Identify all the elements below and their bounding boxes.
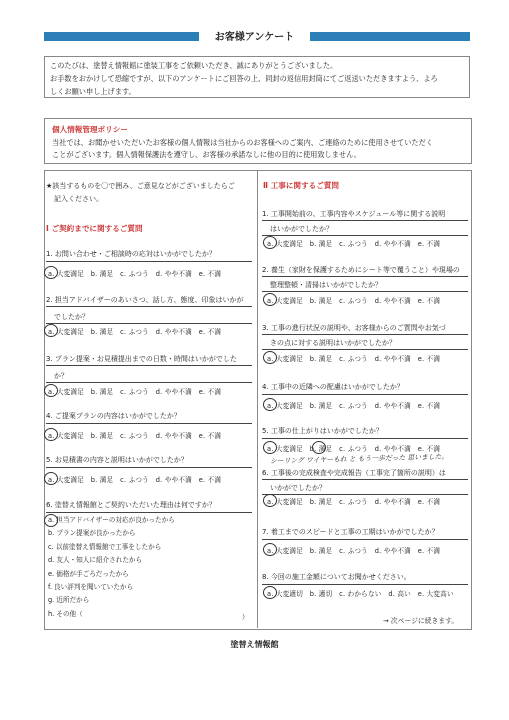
s1-q1-options[interactable]: a. 大変満足 b. 満足 c. ふつう d. やや不満 e. 不満 <box>48 270 222 278</box>
s1-q6-circle <box>44 514 58 527</box>
s2-question-7 <box>262 527 468 540</box>
s1-q3-text-b: か？ <box>46 371 252 383</box>
reason-f[interactable]: f. 良い評判を聞いていたから <box>48 583 134 592</box>
s2-q3-text-a: 3. 工事の進行状況の説明や、お客様からのご質問やお気づ <box>262 323 468 335</box>
s2-q1-options[interactable]: a. 大変満足 b. 満足 c. ふつう d. やや不満 e. 不満 <box>267 240 441 248</box>
s1-question-2 <box>46 295 252 324</box>
reason-e[interactable]: e. 価格が手ごろだったから <box>48 569 129 578</box>
reason-c[interactable]: c. 以前塗替え情報館で工事をしたから <box>48 542 162 551</box>
s2-q2-text-b: 整理整頓・清掃はいかがでしたか？ <box>262 280 468 292</box>
s1-q6-text: 6. 塗替え情報館とご契約いただいた理由は何ですか？ <box>46 500 252 513</box>
s2-q2-circle <box>263 293 277 306</box>
s1-q2-text-b: でしたか？ <box>46 312 252 324</box>
s2-q5-options[interactable]: a. 大変満足 b. 満足 c. ふつう d. やや不満 e. 不満 <box>267 445 441 453</box>
s1-question-5 <box>46 455 252 468</box>
reason-g[interactable]: g. 近所だから <box>48 596 90 605</box>
s2-q4-circle <box>263 398 277 411</box>
s2-q3-text-b: きの点に対する説明はいかがでしたか？ <box>262 338 468 350</box>
s1-q5-text: 5. お見積書の内容と説明はいかがでしたか？ <box>46 455 252 468</box>
s2-q5-text: 5. 工事の仕上がりはいかがでしたか？ <box>262 426 468 439</box>
s1-q3-options[interactable]: a. 大変満足 b. 満足 c. ふつう d. やや不満 e. 不満 <box>48 388 222 396</box>
s2-question-5 <box>262 426 468 439</box>
s2-q8-options[interactable]: a. 大変適切 b. 適切 c. わからない d. 高い e. 大変高い <box>267 590 454 598</box>
privacy-text <box>52 137 464 161</box>
s2-q7-options[interactable]: a. 大変満足 b. 満足 c. ふつう d. やや不満 e. 不満 <box>267 547 441 555</box>
next-page-note: → 次ページに続きます。 <box>383 617 459 625</box>
intro-line-3: しくお願い申し上げます。 <box>50 87 136 96</box>
s2-q7-text: 7. 着工までのスピードと工事の工期はいかがでしたか？ <box>262 527 468 540</box>
section1-title: Ⅰ ご契約までに関するご質問 <box>46 224 143 233</box>
reason-h-close: ） <box>242 613 249 621</box>
s2-q5-circle-b <box>312 441 326 454</box>
reason-d[interactable]: d. 友人・知人に紹介されたから <box>48 556 143 565</box>
s2-q6-text-a: 6. 工事後の完成検査や完成報告（工事完了箇所の説明）は <box>262 468 468 480</box>
s1-question-1 <box>46 249 252 262</box>
s2-question-6 <box>262 468 468 495</box>
s1-q6-reasons <box>48 514 175 621</box>
reason-a[interactable]: a. 担当アドバイザーの対応が良かったから <box>48 516 175 524</box>
s2-question-4 <box>262 382 468 395</box>
privacy-line-1: 当社では、お聞かせいただいたお客様の個人情報は当社からのお客様へのご案内、ご連絡のために使用させていただく <box>52 138 433 147</box>
s2-q6-text-b: いかがでしたか？ <box>262 483 468 495</box>
s1-question-4 <box>46 411 252 424</box>
s1-q4-text: 4. ご提案プランの内容はいかがでしたか？ <box>46 411 252 424</box>
section2-title: Ⅱ 工事に関するご質問 <box>263 181 339 190</box>
intro-line-2: お手数をおかけして恐縮ですが、以下のアンケートにご回答の上、同封の返信用封筒にてご返送いただきますよう、よろ <box>50 74 438 83</box>
s1-q2-text-a: 2. 担当アドバイザーのあいさつ、話し方、態度、印象はいかが <box>46 295 252 307</box>
s1-q5-circle <box>44 472 58 485</box>
s2-q2-text-a: 2. 養生（家財を保護するためにシート等で覆うこと）や現場の <box>262 265 468 277</box>
s2-question-8 <box>262 572 468 585</box>
s2-question-1 <box>262 209 468 236</box>
column-divider <box>257 170 258 628</box>
s2-q3-options[interactable]: a. 大変満足 b. 満足 c. ふつう d. やや不満 e. 不満 <box>267 355 441 363</box>
s1-q1-text: 1. お問い合わせ・ご相談時の応対はいかがでしたか？ <box>46 249 252 262</box>
instructions-line-2: 記入ください。 <box>54 195 103 203</box>
instructions <box>46 180 256 206</box>
privacy-line-2: ことがございます。個人情報保護法を遵守し、お客様の承諾なしに他の目的に使用致しません。 <box>52 150 361 159</box>
s2-q8-circle <box>263 586 277 599</box>
s1-q1-circle <box>44 266 58 279</box>
s1-question-6 <box>46 500 252 513</box>
s1-q2-circle <box>44 324 58 337</box>
s2-q3-circle <box>263 351 277 364</box>
reason-h[interactable]: h. その他（ <box>48 609 83 618</box>
s1-q5-options[interactable]: a. 大変満足 b. 満足 c. ふつう d. やや不満 e. 不満 <box>48 476 222 484</box>
s2-q8-text: 8. 今回の施工金額についてお聞かせください。 <box>262 572 468 585</box>
instructions-line-1: ★該当するものを〇で囲み、ご意見などがございましたらご <box>46 182 235 190</box>
s2-q7-circle <box>263 543 277 556</box>
reason-b[interactable]: b. プラン提案が良かったから <box>48 529 136 538</box>
s2-q1-circle <box>263 236 277 249</box>
s2-q6-options[interactable]: a. 大変満足 b. 満足 c. ふつう d. やや不満 e. 不満 <box>267 498 441 506</box>
s1-question-3 <box>46 354 252 383</box>
intro-box <box>44 56 470 98</box>
privacy-title: 個人情報管理ポリシー <box>52 125 128 134</box>
s2-q1-text-b: はいかがでしたか？ <box>262 224 468 236</box>
s2-question-2 <box>262 265 468 292</box>
s2-q4-options[interactable]: a. 大変満足 b. 満足 c. ふつう d. やや不満 e. 不満 <box>267 402 441 410</box>
s2-q6-circle <box>263 494 277 507</box>
s1-q4-circle <box>44 428 58 441</box>
s2-q1-text-a: 1. 工事開始前の、工事内容やスケジュール等に関する説明 <box>262 209 468 221</box>
footer-company: 塗替え情報館 <box>230 640 279 649</box>
s1-q3-circle <box>44 384 58 397</box>
intro-line-1: このたびは、塗替え情報館に塗装工事をご依頼いただき、誠にありがとうございました。 <box>50 61 338 70</box>
s1-q3-text-a: 3. プラン提案・お見積提出までの日数・時間はいかがでした <box>46 354 252 366</box>
s2-q4-text: 4. 工事中の近隣への配慮はいかがでしたか？ <box>262 382 468 395</box>
page-title: お客様アンケート <box>214 32 295 43</box>
s2-q5-circle-a <box>263 441 277 454</box>
s2-q2-options[interactable]: a. 大変満足 b. 満足 c. ふつう d. やや不満 e. 不満 <box>267 297 441 305</box>
s1-q2-options[interactable]: a. 大変満足 b. 満足 c. ふつう d. やや不満 e. 不満 <box>48 328 222 336</box>
s2-q5-handwritten-comment: シーリング ワイヤーもれ と もう一歩だった 思いました。 <box>269 452 449 466</box>
s1-q4-options[interactable]: a. 大変満足 b. 満足 c. ふつう d. やや不満 e. 不満 <box>48 432 222 440</box>
s2-question-3 <box>262 323 468 350</box>
